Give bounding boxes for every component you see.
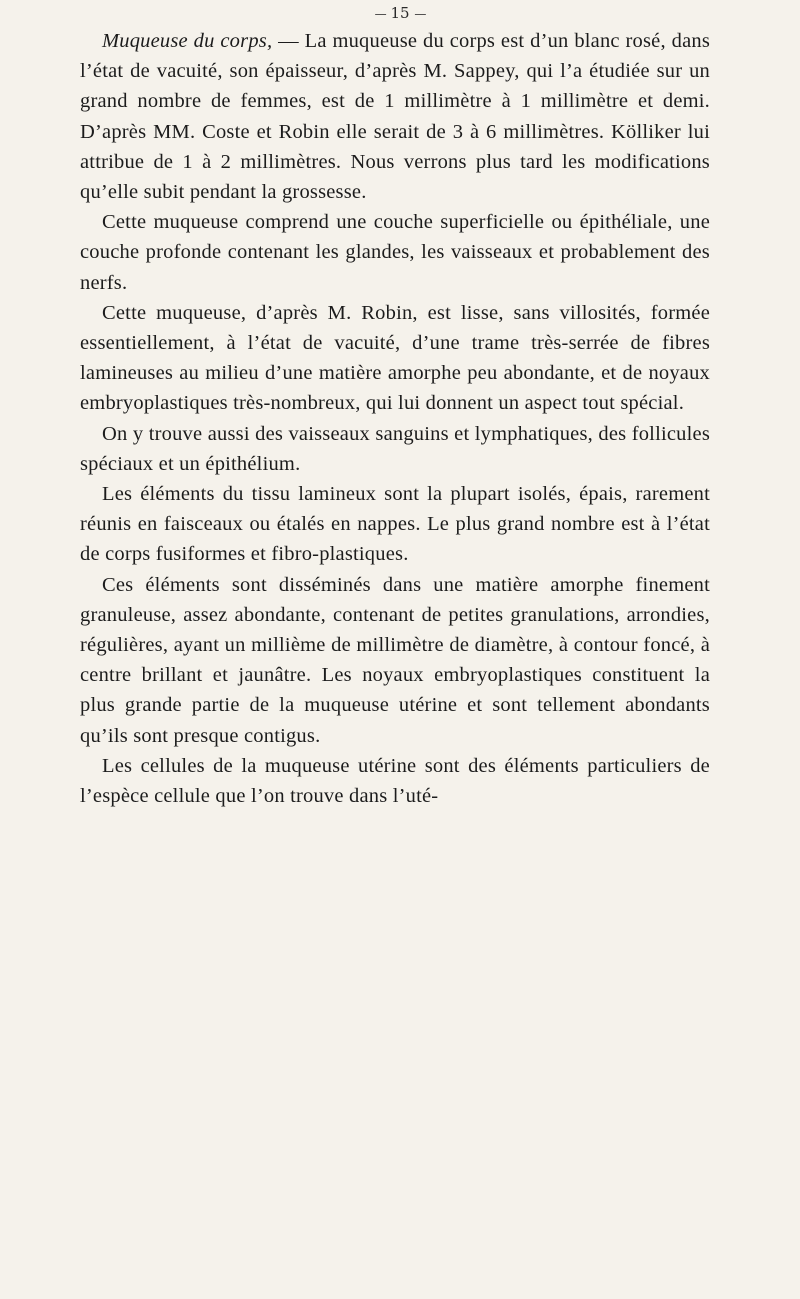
section-lead: — La muqueuse du corps est d’un blanc rosé, dans l’état de vacuité, son épaisseur, d’après M. Sappey, qui l’a étudiée sur un grand nombre de femmes, est de 1 millimètre à 1 millimètre et demi. D’après MM. Coste et Robin elle serait de 3 à 6 millimètres. Kölliker lui attribue de 1 à 2 millimètres. Nous verrons plus tard les modifications qu’elle subit pendant la grossesse. — [80, 30, 710, 204]
page-number — [0, 4, 800, 22]
page-number-value: 15 — [390, 4, 410, 22]
paragraph: Ces éléments sont disséminés dans une matière amorphe finement granuleuse, assez abondante, contenant de petites granulations, arrondies, régulières, ayant un millième de millimètre de diamètre, à contour foncé, à centre brillant et jaunâtre. Les noyaux embryoplastiques constituent la plus grande partie de la muqueuse utérine et sont tellement abondants qu’ils sont presque contigus. — [80, 573, 710, 747]
paragraph: Cette muqueuse comprend une couche superficielle ou épithéliale, une couche profonde contenant les glandes, les vaisseaux et probablement des nerfs. — [80, 211, 710, 294]
folio-dash-left: — — [374, 7, 386, 21]
body-text — [80, 26, 710, 811]
paragraph: On y trouve aussi des vaisseaux sanguins et lymphatiques, des follicules spéciaux et un épithélium. — [80, 422, 710, 475]
folio-dash-right: — — [414, 7, 426, 21]
paragraph: Les cellules de la muqueuse utérine sont des éléments particuliers de l’espèce cellule que l’on trouve dans l’uté- — [80, 754, 710, 808]
section-title: Muqueuse du corps, — [102, 30, 273, 52]
paragraph: Cette muqueuse, d’après M. Robin, est lisse, sans villosités, formée essentiellement, à l’état de vacuité, d’une trame très-serrée de fibres lamineuses au milieu d’une matière amorphe peu abondante, et de noyaux embryoplastiques très-nombreux, qui lui donnent un aspect tout spécial. — [80, 301, 710, 415]
paragraph: Les éléments du tissu lamineux sont la plupart isolés, épais, rarement réunis en faisceaux ou étalés en nappes. Le plus grand nombre est à l’état de corps fusiformes et fibro-plastiques. — [80, 483, 710, 566]
paragraph-intro — [80, 26, 710, 207]
